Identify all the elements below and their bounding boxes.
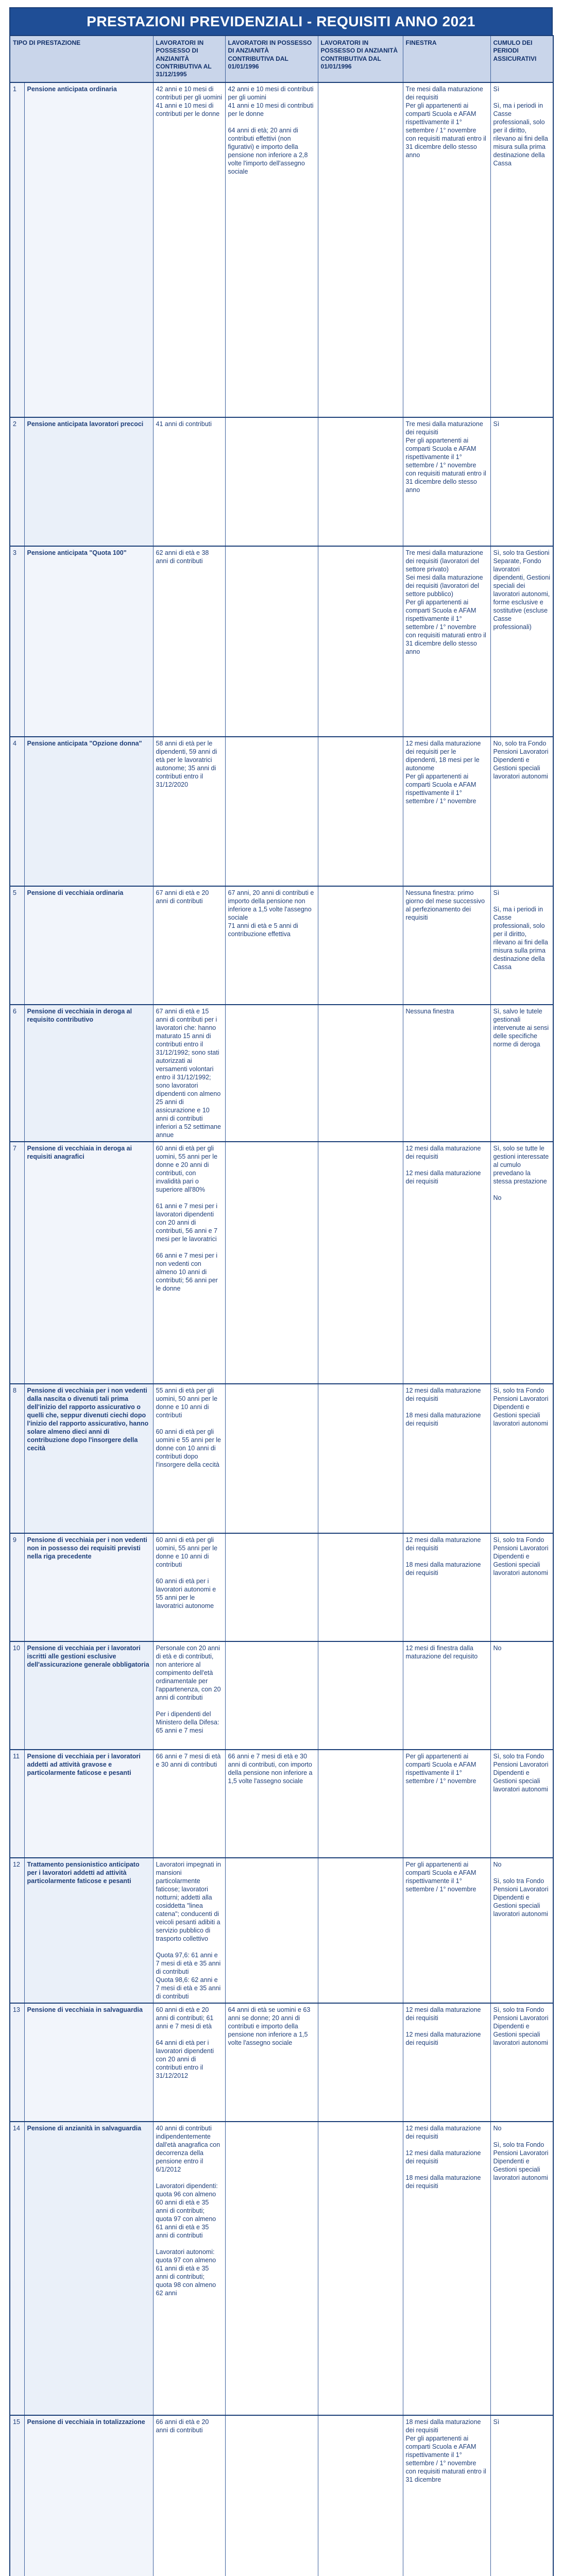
table-row — [10, 1858, 553, 2003]
row-banca: Personale con 20 anni di età e di contributi, non anteriore al compimento dell'età ordinamentale per l'appartenenza, con 20 anni di contributi Per i dipendenti del Ministero della Difesa: 65 anni e 7 mesi — [153, 1641, 225, 1750]
row-number: 9 — [10, 1533, 24, 1641]
row-sistema-b — [318, 546, 403, 737]
row-cumulo: Sì Sì, ma i periodi in Casse professionali, solo per il diritto, rilevano ai fini della misura sulla prima destinazione della Cassa — [490, 886, 553, 1005]
row-banca: 60 anni di età per gli uomini, 55 anni per le donne e 20 anni di contributi, con invalidità pari o superiore all'80% 61 anni e 7 mesi per i lavoratori dipendenti con 20 anni di contributi, 56 anni e 7 mesi per le lavoratrici 66 anni e 7 mesi per i non vedenti con almeno 10 anni di contributi; 56 anni per le donne — [153, 1142, 225, 1384]
row-finestra: Per gli appartenenti ai comparti Scuola e AFAM rispettivamente il 1° settembre / 1° novembre — [403, 1858, 490, 2003]
row-cumulo: Sì, solo tra Gestioni Separate, Fondo lavoratori dipendenti, Gestioni speciali dei lavoratori autonomi, forme esclusive e sostitutive (escluse Casse professionali) — [490, 546, 553, 737]
table-row — [10, 2003, 553, 2122]
row-cumulo: Sì, solo se tutte le gestioni interessate al cumulo prevedano la stessa prestazione No — [490, 1142, 553, 1384]
row-number: 14 — [10, 2122, 24, 2415]
header-tipo: TIPO DI PRESTAZIONE — [10, 36, 153, 82]
row-tipo: Trattamento pensionistico anticipato per i lavoratori addetti ad attività particolarmente faticose e pesanti — [24, 1858, 153, 2003]
row-sistema-b — [318, 886, 403, 1005]
row-sistema-b — [318, 1750, 403, 1858]
row-sistema-b — [318, 82, 403, 417]
row-sistema-a: 67 anni, 20 anni di contributi e importo della pensione non inferiore a 1,5 volte l'assegno sociale 71 anni di età e 5 anni di contribuzione effettiva — [225, 886, 318, 1005]
row-sistema-a — [225, 1533, 318, 1641]
row-tipo: Pensione di anzianità in salvaguardia — [24, 2122, 153, 2415]
table-row — [10, 1005, 553, 1142]
row-tipo: Pensione di vecchiaia ordinaria — [24, 886, 153, 1005]
row-number: 8 — [10, 1384, 24, 1533]
table-header-row — [10, 36, 553, 82]
row-finestra: Tre mesi dalla maturazione dei requisiti Per gli appartenenti ai comparti Scuola e AFAM rispettivamente il 1° settembre / 1° novembre con requisiti maturati entro il 31 dicembre dello stesso anno — [403, 417, 490, 546]
row-sistema-b — [318, 2122, 403, 2415]
row-tipo: Pensione di vecchiaia in totalizzazione — [24, 2415, 153, 2576]
row-sistema-a: 42 anni e 10 mesi di contributi per gli uomini 41 anni e 10 mesi di contributi per le donne 64 anni di età; 20 anni di contributi effettivi (non figurativi) e importo della pensione non inferiore a 2,8 volte l'importo dell'assegno sociale — [225, 82, 318, 417]
row-finestra: 12 mesi dalla maturazione dei requisiti 12 mesi dalla maturazione dei requisiti 18 mesi dalla maturazione dei requisiti — [403, 2122, 490, 2415]
row-number: 2 — [10, 417, 24, 546]
row-finestra: Tre mesi dalla maturazione dei requisiti (lavoratori del settore privato) Sei mesi dalla maturazione dei requisiti (lavoratori del settore pubblico) Per gli appartenenti ai comparti Scuola e AFAM rispettivamente il 1° settembre / 1° novembre con requisiti maturati entro il 31 dicembre dello stesso anno — [403, 546, 490, 737]
row-tipo: Pensione anticipata ordinaria — [24, 82, 153, 417]
row-sistema-a — [225, 2415, 318, 2576]
row-banca: 60 anni di età per gli uomini, 55 anni per le donne e 10 anni di contributi 60 anni di età per i lavoratori autonomi e 55 anni per le lavoratrici autonome — [153, 1533, 225, 1641]
row-banca: 41 anni di contributi — [153, 417, 225, 546]
header-cumulo: CUMULO DEI PERIODI ASSICURATIVI — [490, 36, 553, 82]
table-row — [10, 2415, 553, 2576]
row-number: 13 — [10, 2003, 24, 2122]
row-number: 6 — [10, 1005, 24, 1142]
header-sistema-a: LAVORATORI IN POSSESSO DI ANZIANITÀ CONTRIBUTIVA DAL 01/01/1996 — [225, 36, 318, 82]
row-finestra: Nessuna finestra — [403, 1005, 490, 1142]
table-row — [10, 886, 553, 1005]
row-finestra: 12 mesi di finestra dalla maturazione del requisito — [403, 1641, 490, 1750]
row-tipo: Pensione di vecchiaia per i lavoratori iscritti alle gestioni esclusive dell'assicurazione generale obbligatoria — [24, 1641, 153, 1750]
table-row — [10, 2122, 553, 2415]
row-banca: 62 anni di età e 38 anni di contributi — [153, 546, 225, 737]
row-sistema-a — [225, 1142, 318, 1384]
header-finestra: FINESTRA — [403, 36, 490, 82]
row-tipo: Pensione di vecchiaia per i lavoratori addetti ad attività gravose e particolarmente faticose e pesanti — [24, 1750, 153, 1858]
row-tipo: Pensione di vecchiaia per i non vedenti non in possesso dei requisiti previsti nella riga precedente — [24, 1533, 153, 1641]
row-sistema-a: 64 anni di età se uomini e 63 anni se donne; 20 anni di contributi e importo della pensione non inferiore a 1,5 volte l'assegno sociale — [225, 2003, 318, 2122]
row-sistema-b — [318, 1533, 403, 1641]
row-tipo: Pensione anticipata "Opzione donna" — [24, 737, 153, 886]
row-banca: Lavoratori impegnati in mansioni particolarmente faticose; lavoratori notturni; addetti alla cosiddetta "linea catena"; conducenti di veicoli pesanti adibiti a servizio pubblico di trasporto collettivo Quota 97,6: 61 anni e 7 mesi di età e 35 anni di contributi Quota 98,6: 62 anni e 7 mesi di età e 35 anni di contributi — [153, 1858, 225, 2003]
row-sistema-b — [318, 1384, 403, 1533]
row-tipo: Pensione di vecchiaia in salvaguardia — [24, 2003, 153, 2122]
row-cumulo: Sì, salvo le tutele gestionali intervenute ai sensi delle specifiche norme di deroga — [490, 1005, 553, 1142]
header-banca: LAVORATORI IN POSSESSO DI ANZIANITÀ CONTRIBUTIVA AL 31/12/1995 — [153, 36, 225, 82]
row-tipo: Pensione di vecchiaia in deroga al requisito contributivo — [24, 1005, 153, 1142]
row-sistema-a — [225, 1858, 318, 2003]
table-row — [10, 737, 553, 886]
row-sistema-b — [318, 1142, 403, 1384]
row-finestra: Tre mesi dalla maturazione dei requisiti Per gli appartenenti ai comparti Scuola e AFAM rispettivamente il 1° settembre / 1° novembre con requisiti maturati entro il 31 dicembre dello stesso anno — [403, 82, 490, 417]
row-finestra: 12 mesi dalla maturazione dei requisiti 18 mesi dalla maturazione dei requisiti — [403, 1533, 490, 1641]
row-finestra: 12 mesi dalla maturazione dei requisiti per le dipendenti, 18 mesi per le autonome Per gli appartenenti ai comparti Scuola e AFAM rispettivamente il 1° settembre / 1° novembre — [403, 737, 490, 886]
row-tipo: Pensione anticipata lavoratori precoci — [24, 417, 153, 546]
row-sistema-a — [225, 1005, 318, 1142]
row-number: 1 — [10, 82, 24, 417]
row-number: 4 — [10, 737, 24, 886]
table-row — [10, 417, 553, 546]
row-number: 3 — [10, 546, 24, 737]
row-sistema-b — [318, 1858, 403, 2003]
row-cumulo: No — [490, 1641, 553, 1750]
row-sistema-a — [225, 1384, 318, 1533]
document-title: PRESTAZIONI PREVIDENZIALI - REQUISITI ANNO 2021 — [9, 7, 553, 35]
row-number: 15 — [10, 2415, 24, 2576]
row-finestra: 18 mesi dalla maturazione dei requisiti Per gli appartenenti ai comparti Scuola e AFAM rispettivamente il 1° settembre / 1° novembre con requisiti maturati entro il 31 dicembre — [403, 2415, 490, 2576]
row-finestra: 12 mesi dalla maturazione dei requisiti 12 mesi dalla maturazione dei requisiti — [403, 2003, 490, 2122]
row-sistema-a — [225, 737, 318, 886]
row-sistema-b — [318, 1641, 403, 1750]
row-sistema-b — [318, 417, 403, 546]
row-banca: 67 anni di età e 20 anni di contributi — [153, 886, 225, 1005]
table-row — [10, 1533, 553, 1641]
row-cumulo: Sì — [490, 2415, 553, 2576]
row-banca: 60 anni di età e 20 anni di contributi; 61 anni e 7 mesi di età 64 anni di età per i lavoratori dipendenti con 20 anni di contributi entro il 31/12/2012 — [153, 2003, 225, 2122]
table-row — [10, 1641, 553, 1750]
row-finestra: 12 mesi dalla maturazione dei requisiti 12 mesi dalla maturazione dei requisiti — [403, 1142, 490, 1384]
row-number: 11 — [10, 1750, 24, 1858]
row-cumulo: Sì Sì, ma i periodi in Casse professionali, solo per il diritto, rilevano ai fini della misura sulla prima destinazione della Cassa — [490, 82, 553, 417]
row-banca: 42 anni e 10 mesi di contributi per gli uomini 41 anni e 10 mesi di contributi per le donne — [153, 82, 225, 417]
row-cumulo: No Sì, solo tra Fondo Pensioni Lavoratori Dipendenti e Gestioni speciali lavoratori autonomi — [490, 2122, 553, 2415]
row-banca: 58 anni di età per le dipendenti, 59 anni di età per le lavoratrici autonome; 35 anni di contributi entro il 31/12/2020 — [153, 737, 225, 886]
row-tipo: Pensione di vecchiaia per i non vedenti dalla nascita o divenuti tali prima dell'inizio del rapporto assicurativo o quelli che, seppur divenuti ciechi dopo l'inizio del rapporto assicurativo, hanno solare almeno dieci anni di contribuzione dopo l'insorgere della cecità — [24, 1384, 153, 1533]
row-sistema-a — [225, 1641, 318, 1750]
row-number: 7 — [10, 1142, 24, 1384]
table-row — [10, 82, 553, 417]
row-finestra: Nessuna finestra: primo giorno del mese successivo al perfezionamento dei requisiti — [403, 886, 490, 1005]
row-cumulo: Sì, solo tra Fondo Pensioni Lavoratori Dipendenti e Gestioni speciali lavoratori autonomi — [490, 1750, 553, 1858]
row-cumulo: Sì, solo tra Fondo Pensioni Lavoratori Dipendenti e Gestioni speciali lavoratori autonomi — [490, 1384, 553, 1533]
row-sistema-b — [318, 2003, 403, 2122]
row-cumulo: Sì, solo tra Fondo Pensioni Lavoratori Dipendenti e Gestioni speciali lavoratori autonomi — [490, 2003, 553, 2122]
row-cumulo: Sì — [490, 417, 553, 546]
row-sistema-a — [225, 546, 318, 737]
row-number: 10 — [10, 1641, 24, 1750]
row-banca: 40 anni di contributi indipendentemente dall'età anagrafica con decorrenza della pensione entro il 6/1/2012 Lavoratori dipendenti: quota 96 con almeno 60 anni di età e 35 anni di contributi; quota 97 con almeno 61 anni di età e 35 anni di contributi Lavoratori autonomi: quota 97 con almeno 61 anni di età e 35 anni di contributi; quota 98 con almeno 62 anni — [153, 2122, 225, 2415]
table-body — [10, 82, 553, 2576]
row-tipo: Pensione anticipata "Quota 100" — [24, 546, 153, 737]
table-row — [10, 1384, 553, 1533]
row-cumulo: No Sì, solo tra Fondo Pensioni Lavoratori Dipendenti e Gestioni speciali lavoratori autonomi — [490, 1858, 553, 2003]
row-sistema-a: 66 anni e 7 mesi di età e 30 anni di contributi, con importo della pensione non inferiore a 1,5 volte l'assegno sociale — [225, 1750, 318, 1858]
table-row — [10, 1142, 553, 1384]
row-banca: 67 anni di età e 15 anni di contributi per i lavoratori che: hanno maturato 15 anni di contributi entro il 31/12/1992; sono stati autorizzati ai versamenti volontari entro il 31/12/1992; sono lavoratori dipendenti con almeno 25 anni di assicurazione e 10 anni di contributi inferiori a 52 settimane annue — [153, 1005, 225, 1142]
table-row — [10, 546, 553, 737]
header-sistema-b: LAVORATORI IN POSSESSO DI ANZIANITÀ CONTRIBUTIVA DAL 01/01/1996 — [318, 36, 403, 82]
row-tipo: Pensione di vecchiaia in deroga ai requisiti anagrafici — [24, 1142, 153, 1384]
row-banca: 66 anni di età e 20 anni di contributi — [153, 2415, 225, 2576]
row-sistema-a — [225, 2122, 318, 2415]
row-sistema-a — [225, 417, 318, 546]
row-finestra: 12 mesi dalla maturazione dei requisiti 18 mesi dalla maturazione dei requisiti — [403, 1384, 490, 1533]
row-cumulo: Sì, solo tra Fondo Pensioni Lavoratori Dipendenti e Gestioni speciali lavoratori autonomi — [490, 1533, 553, 1641]
row-banca: 55 anni di età per gli uomini, 50 anni per le donne e 10 anni di contributi 60 anni di età per gli uomini e 55 anni per le donne con 10 anni di contributi dopo l'insorgere della cecità — [153, 1384, 225, 1533]
requirements-table — [9, 35, 554, 2576]
row-sistema-b — [318, 1005, 403, 1142]
row-sistema-b — [318, 737, 403, 886]
row-number: 12 — [10, 1858, 24, 2003]
row-banca: 66 anni e 7 mesi di età e 30 anni di contributi — [153, 1750, 225, 1858]
table-row — [10, 1750, 553, 1858]
row-finestra: Per gli appartenenti ai comparti Scuola e AFAM rispettivamente il 1° settembre / 1° novembre — [403, 1750, 490, 1858]
row-number: 5 — [10, 886, 24, 1005]
row-sistema-b — [318, 2415, 403, 2576]
row-cumulo: No, solo tra Fondo Pensioni Lavoratori Dipendenti e Gestioni speciali lavoratori autonomi — [490, 737, 553, 886]
